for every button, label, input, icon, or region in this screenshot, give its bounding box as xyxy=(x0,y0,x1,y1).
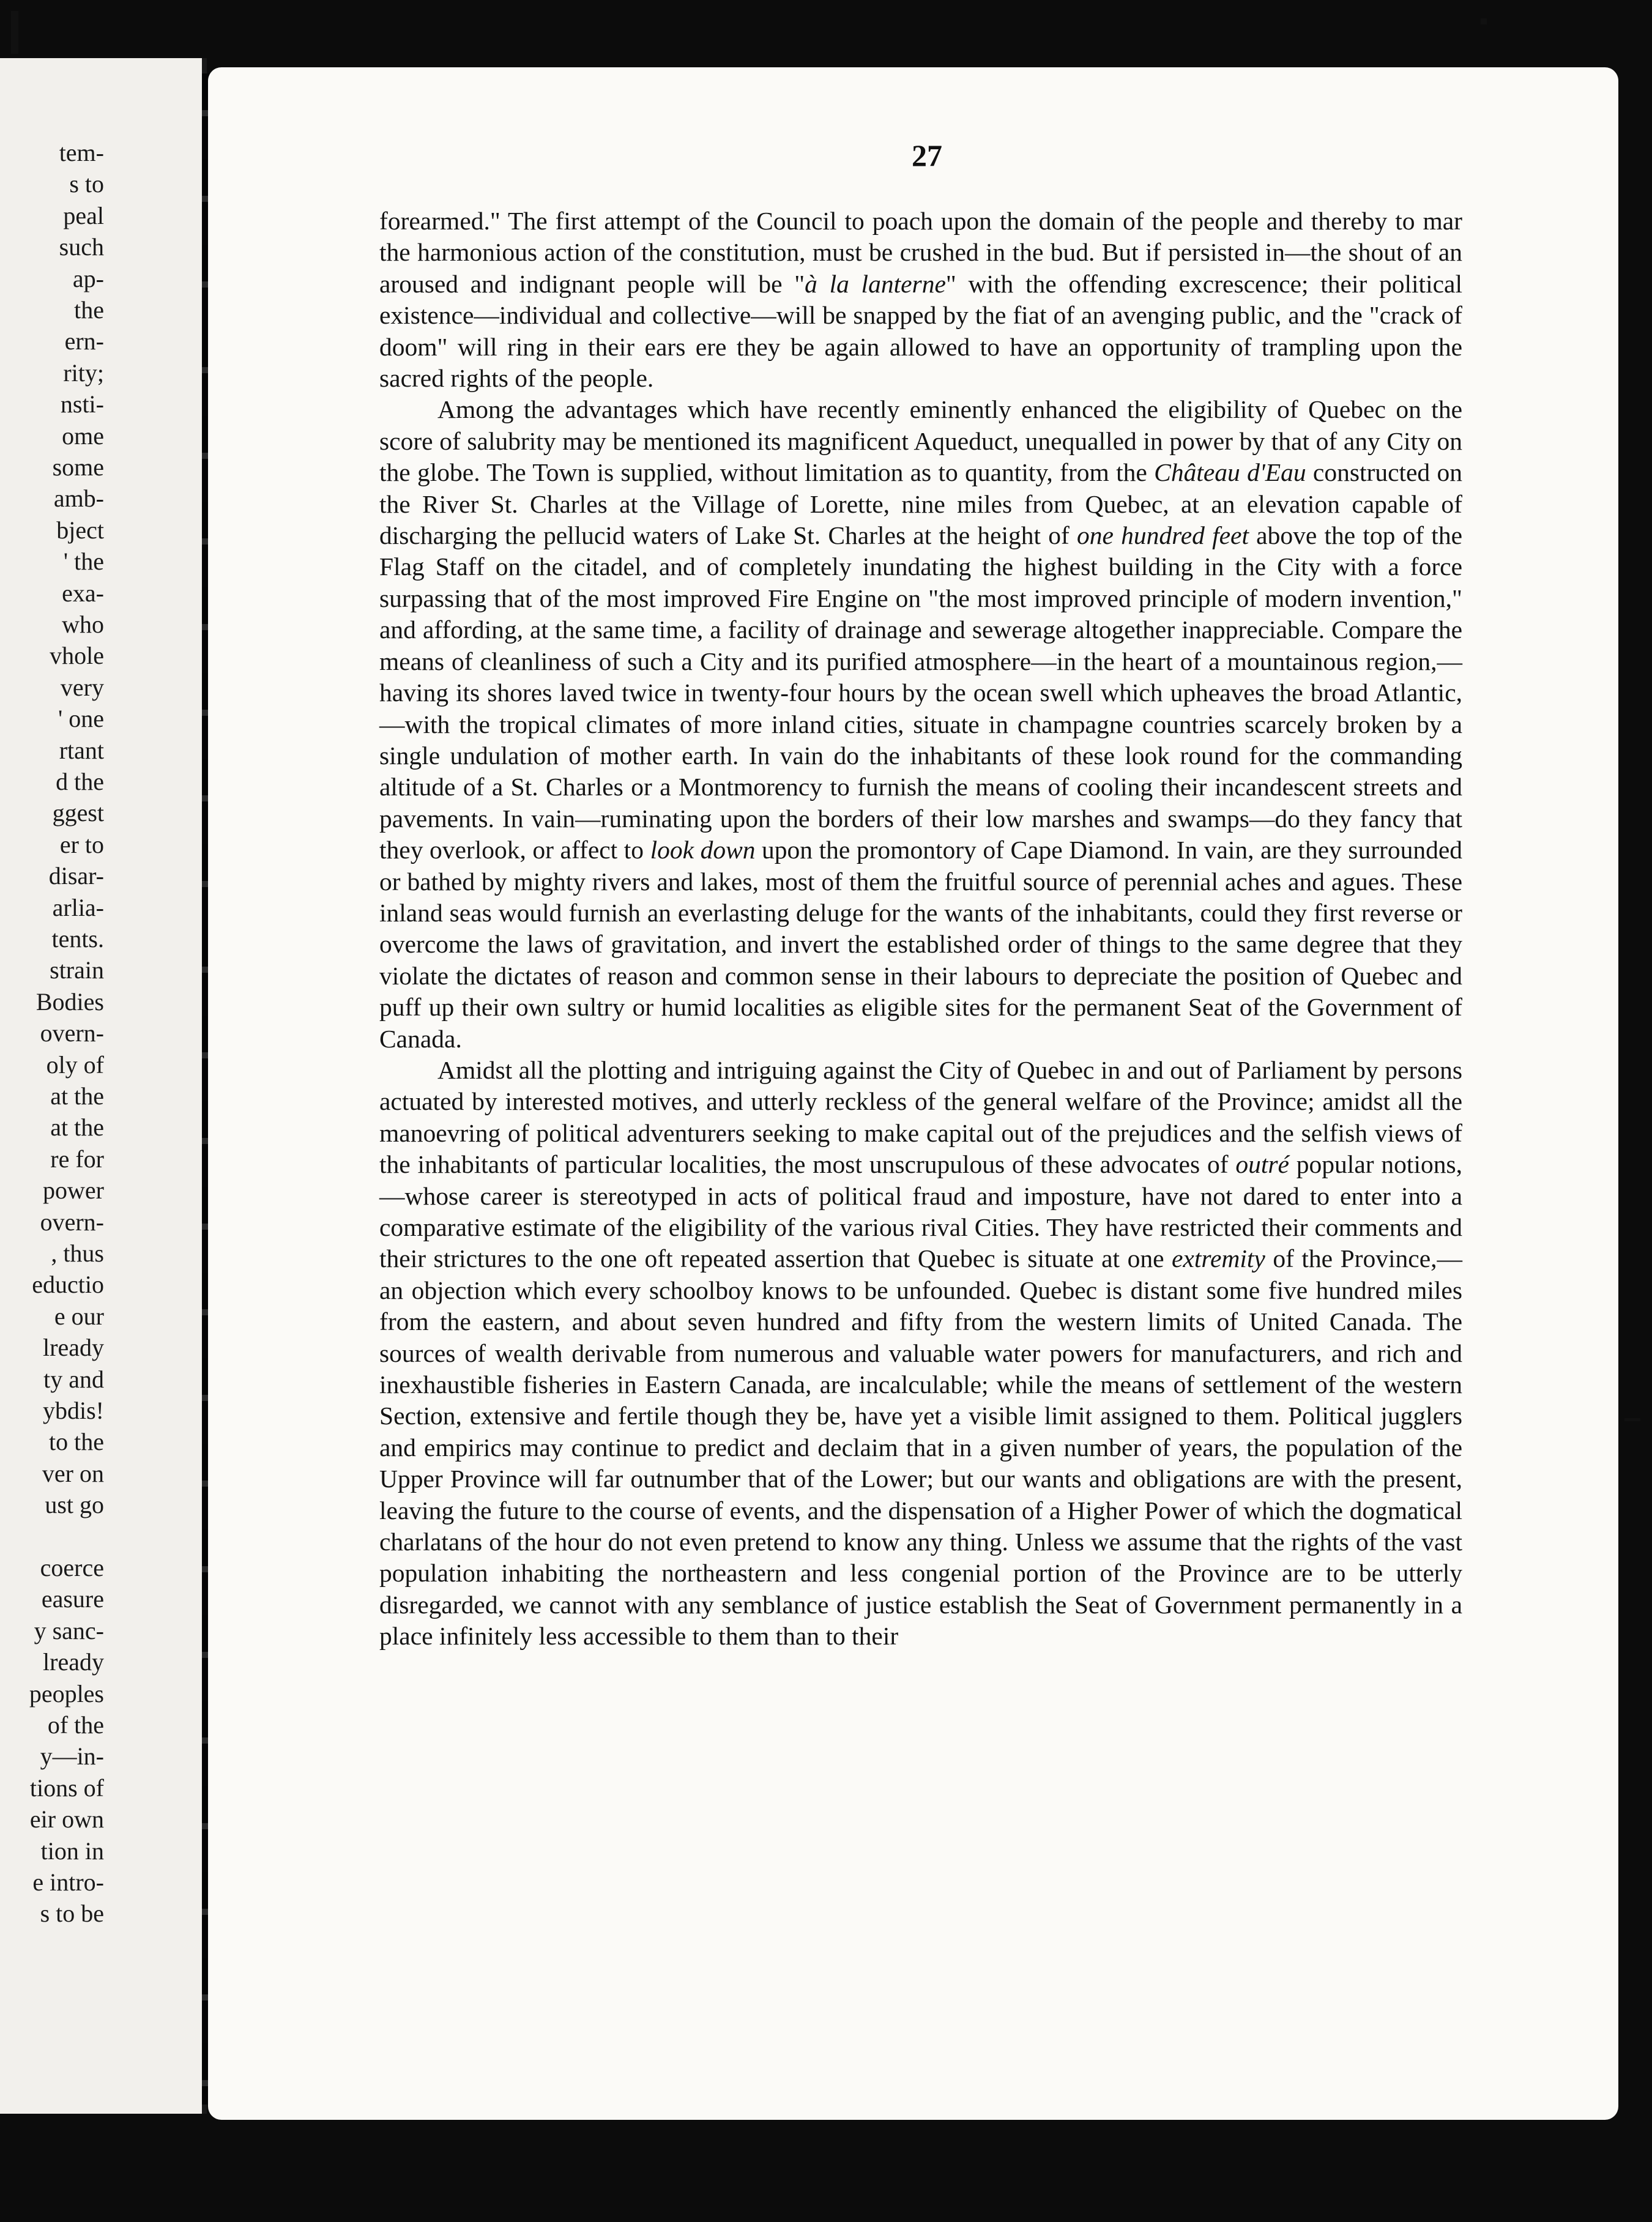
left-page-line: lready xyxy=(43,1334,104,1362)
left-page-line: of the xyxy=(47,1711,104,1739)
left-page-line: overn- xyxy=(40,1019,104,1047)
left-page-line: , thus xyxy=(51,1239,104,1267)
left-page-line: ggest xyxy=(52,799,104,827)
left-page-line: eir own xyxy=(29,1805,104,1834)
margin-speck xyxy=(1624,1418,1640,1421)
left-page-line: exa- xyxy=(62,579,104,607)
left-page-line: s to xyxy=(69,170,104,198)
left-page-line: to the xyxy=(49,1428,104,1456)
left-page-line: y sanc- xyxy=(34,1616,104,1644)
left-page-line: peoples xyxy=(29,1679,104,1707)
paragraph-1: forearmed." The first attempt of the Council to poach upon the domain of the people and thereby to mar the harmonious action of the constitution, must be crushed in the bud. But if persisted in—the shout of an aroused and indignant people will be "à la lanterne" with the offending excrescence; their political existence—individual and collective—will be snapped by the fiat of an avenging public, and the "crack of doom" will ring in their ears ere they be again allowed to have an opportunity of trampling upon the sacred rights of the people. xyxy=(379,207,1462,393)
left-page-line: ' the xyxy=(63,548,104,576)
left-page-line: tem- xyxy=(59,139,104,166)
left-page-line: easure xyxy=(41,1585,104,1613)
left-page-line: at the xyxy=(50,1113,104,1142)
left-page-line: Bodies xyxy=(35,987,104,1016)
left-page-line: ybdis! xyxy=(43,1397,104,1424)
left-page-line: very xyxy=(60,673,104,701)
left-page-fragment xyxy=(0,58,207,2114)
left-page-line: peal xyxy=(63,201,104,229)
left-page-line: the xyxy=(74,296,104,324)
left-page-line: rity; xyxy=(63,359,104,387)
left-page-line: overn- xyxy=(40,1208,104,1236)
left-page-line: bject xyxy=(56,516,104,544)
page-number: 27 xyxy=(912,138,942,173)
left-page-line: re for xyxy=(50,1145,104,1173)
left-page-line: coerce xyxy=(40,1554,104,1581)
left-page-line: ver on xyxy=(42,1459,104,1487)
body-text xyxy=(379,206,1462,1652)
left-page-line: ap- xyxy=(72,264,104,292)
left-page-line: such xyxy=(59,233,104,261)
left-page-line: some xyxy=(52,453,104,481)
left-page-line: ' one xyxy=(58,705,104,733)
left-page-line: disar- xyxy=(48,862,104,890)
top-speck xyxy=(1481,18,1487,24)
left-page-line: tions of xyxy=(29,1774,104,1802)
left-page-line: tion in xyxy=(40,1837,104,1865)
left-page-line: nsti- xyxy=(60,390,104,418)
left-page-line: ust go xyxy=(45,1491,104,1519)
paragraph-3: Amidst all the plotting and intriguing against the City of Quebec in and out of Parliament by persons actuated by interested motives, and utterly reckless of the general welfare of the Province; amidst all the manoevring of political adventurers seeking to make capital out of the prejudices and the selfish views of the inhabitants of particular localities, the most unscrupulous of these advocates of outré popular notions,—whose career is stereotyped in acts of political fraud and imposture, have not dared to enter into a comparative estimate of the eligibility of the various rival Cities. They have restricted their comments and their strictures to the one oft repeated assertion that Quebec is situate at one extremity of the Province,—an objection which every schoolboy knows to be unfounded. Quebec is distant some five hundred miles from the eastern, and about seven hundred and fifty from the western limits of United Canada. The sources of wealth derivable from numerous and valuable water powers for manufacturers, and rich and inexhaustible fisheries in Eastern Canada, are incalculable; while the means of settlement of the western Section, extensive and fertile though they be, have yet a visible limit assigned to them. Political jugglers and empirics may continue to predict and declaim that in a given number of years, the population of the Upper Province will far outnumber that of the Lower; but our wants and obligations are with the present, leaving the future to the course of events, and the dispensation of a Higher Power of which the dogmatical charlatans of the hour do not even pretend to know any thing. Unless we assume that the rights of the vast population inhabiting the northeastern and less congenial portion of the Province are to be utterly disregarded, we cannot with any semblance of justice establish the Seat of Government permanently in a place infinitely less accessible to them than to their xyxy=(379,1055,1462,1651)
left-page-line: tents. xyxy=(51,925,104,953)
left-page-line: at the xyxy=(50,1082,104,1110)
left-page-line: strain xyxy=(50,956,104,984)
left-page-line: ty and xyxy=(43,1365,104,1393)
left-page-line: vhole xyxy=(50,642,104,670)
corner-speck xyxy=(11,11,18,54)
left-page-line: who xyxy=(62,611,104,638)
paragraph-2: Among the advantages which have recently eminently enhanced the eligibility of Quebec on the score of salubrity may be mentioned its magnificent Aqueduct, unequalled in power by that of any City on the globe. The Town is supplied, without limitation as to quantity, from the Château d'Eau constructed on the River St. Charles at the Village of Lorette, nine miles from Quebec, at an elevation capable of discharging the pellucid waters of Lake St. Charles at the height of one hundred feet above the top of the Flag Staff on the citadel, and of completely inundating the highest building in the City with a force surpassing that of the most improved Fire Engine on "the most improved principle of modern invention," and affording, at the same time, a facility of drainage and sewerage altogether inappreciable. Compare the means of cleanliness of such a City and its purified atmosphere—in the heart of a mountainous region,—having its shores laved twice in twenty-four hours by the ocean swell which upheaves the broad Atlantic,—with the tropical climates of more inland cities, situate in champagne countries scarcely broken by a single undulation of mother earth. In vain do the inhabitants of these look round for the commanding altitude of a St. Charles or a Montmorency to furnish the means of cooling their incandescent streets and pavements. In vain—ruminating upon the borders of their low marshes and swamps—do they fancy that they overlook, or affect to look down upon the promontory of Cape Diamond. In vain, are they surrounded or bathed by mighty rivers and lakes, most of them the fruitful source of perennial aches and agues. These inland seas would furnish an everlasting deluge for the wants of the inhabitants, could they first reverse or overcome the laws of gravitation, and invert the established order of things to the same degree that they violate the dictates of reason and common sense in their labours to depreciate the position of Quebec and puff up their own sultry or humid localities as eligible sites for the permanent Seat of the Government of Canada. xyxy=(379,395,1463,1053)
left-page-line: e intro- xyxy=(32,1868,104,1896)
left-page-line: s to be xyxy=(40,1900,104,1928)
left-page-line: ome xyxy=(62,422,104,450)
left-page-line: oly of xyxy=(46,1050,104,1079)
left-page-line: arlia- xyxy=(52,893,104,921)
left-page-line: er to xyxy=(59,830,104,858)
left-page-line: d the xyxy=(56,768,104,795)
left-page-line: power xyxy=(43,1176,104,1205)
left-page-line: amb- xyxy=(53,485,104,513)
left-page-line: e our xyxy=(54,1302,104,1330)
left-page-line: y—in- xyxy=(40,1742,104,1771)
left-page-line: lready xyxy=(43,1648,104,1676)
left-page-line: ern- xyxy=(64,327,104,355)
left-page-line: rtant xyxy=(59,736,104,764)
left-page-line: eductio xyxy=(32,1271,104,1299)
